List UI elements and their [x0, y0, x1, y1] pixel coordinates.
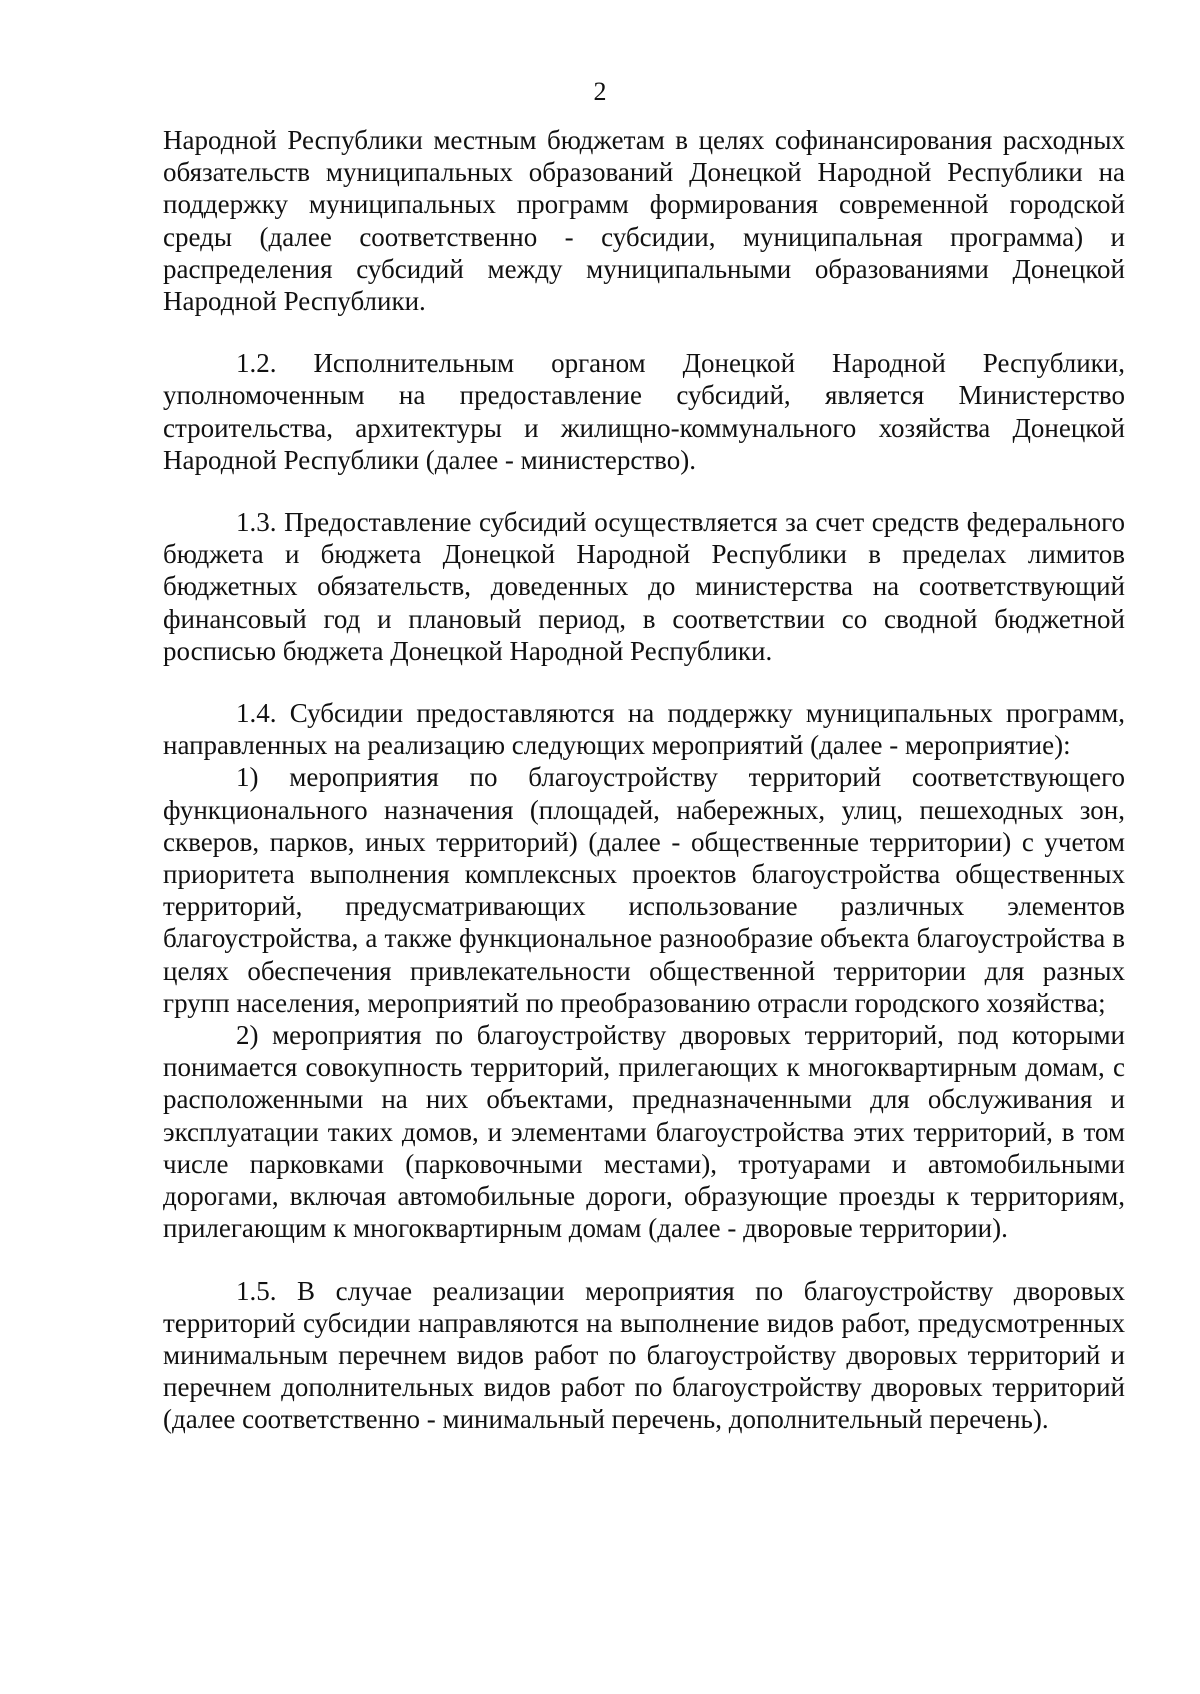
paragraph-1-2: 1.2. Исполнительным органом Донецкой Народной Республики, уполномоченным на предоставление субсидий, является Министерство строительства, архитектуры и жилищно-коммунального хозяйства Донецкой Народной Республики (далее - министерство). [163, 348, 1125, 475]
document-body [163, 124, 1125, 1436]
list-item-1: 1) мероприятия по благоустройству территорий соответствующего функционального назначения (площадей, набережных, улиц, пешеходных зон, скверов, парков, иных территорий) (далее - общественные территории) с учетом приоритета выполнения комплексных проектов благоустройства общественных территорий, предусматривающих использование различных элементов благоустройства, а также функциональное разнообразие объекта благоустройства в целях обеспечения привлекательности общественной территории для разных групп населения, мероприятий по преобразованию отрасли городского хозяйства; [163, 762, 1125, 1018]
page-number: 2 [593, 77, 607, 106]
paragraph-1-5: 1.5. В случае реализации мероприятия по благоустройству дворовых территорий субсидии направляются на выполнение видов работ, предусмотренных минимальным перечнем видов работ по благоустройству дворовых территорий и перечнем дополнительных видов работ по благоустройству дворовых территорий (далее соответственно - минимальный перечень, дополнительный перечень). [163, 1275, 1125, 1435]
paragraph-1-4: 1.4. Субсидии предоставляются на поддержку муниципальных программ, направленных на реализацию следующих мероприятий (далее - мероприятие): [163, 698, 1125, 761]
paragraph-1-3: 1.3. Предоставление субсидий осуществляется за счет средств федерального бюджета и бюджета Донецкой Народной Республики в пределах лимитов бюджетных обязательств, доведенных до министерства на соответствующий финансовый год и плановый период, в соответствии со сводной бюджетной росписью бюджета Донецкой Народной Республики. [163, 507, 1125, 666]
paragraph-continuation: Народной Республики местным бюджетам в целях софинансирования расходных обязательств муниципальных образований Донецкой Народной Республики на поддержку муниципальных программ формирования современной городской среды (далее соответственно - субсидии, муниципальная программа) и распределения субсидий между муниципальными образованиями Донецкой Народной Республики. [163, 125, 1125, 317]
list-item-2: 2) мероприятия по благоустройству дворовых территорий, под которыми понимается совокупность территорий, прилегающих к многоквартирным домам, с расположенными на них объектами, предназначенными для обслуживания и эксплуатации таких домов, и элементами благоустройства этих территорий, в том числе парковками (парковочными местами), тротуарами и автомобильными дорогами, включая автомобильные дороги, образующие проезды к территориям, прилегающим к многоквартирным домам (далее - дворовые территории). [163, 1020, 1125, 1244]
